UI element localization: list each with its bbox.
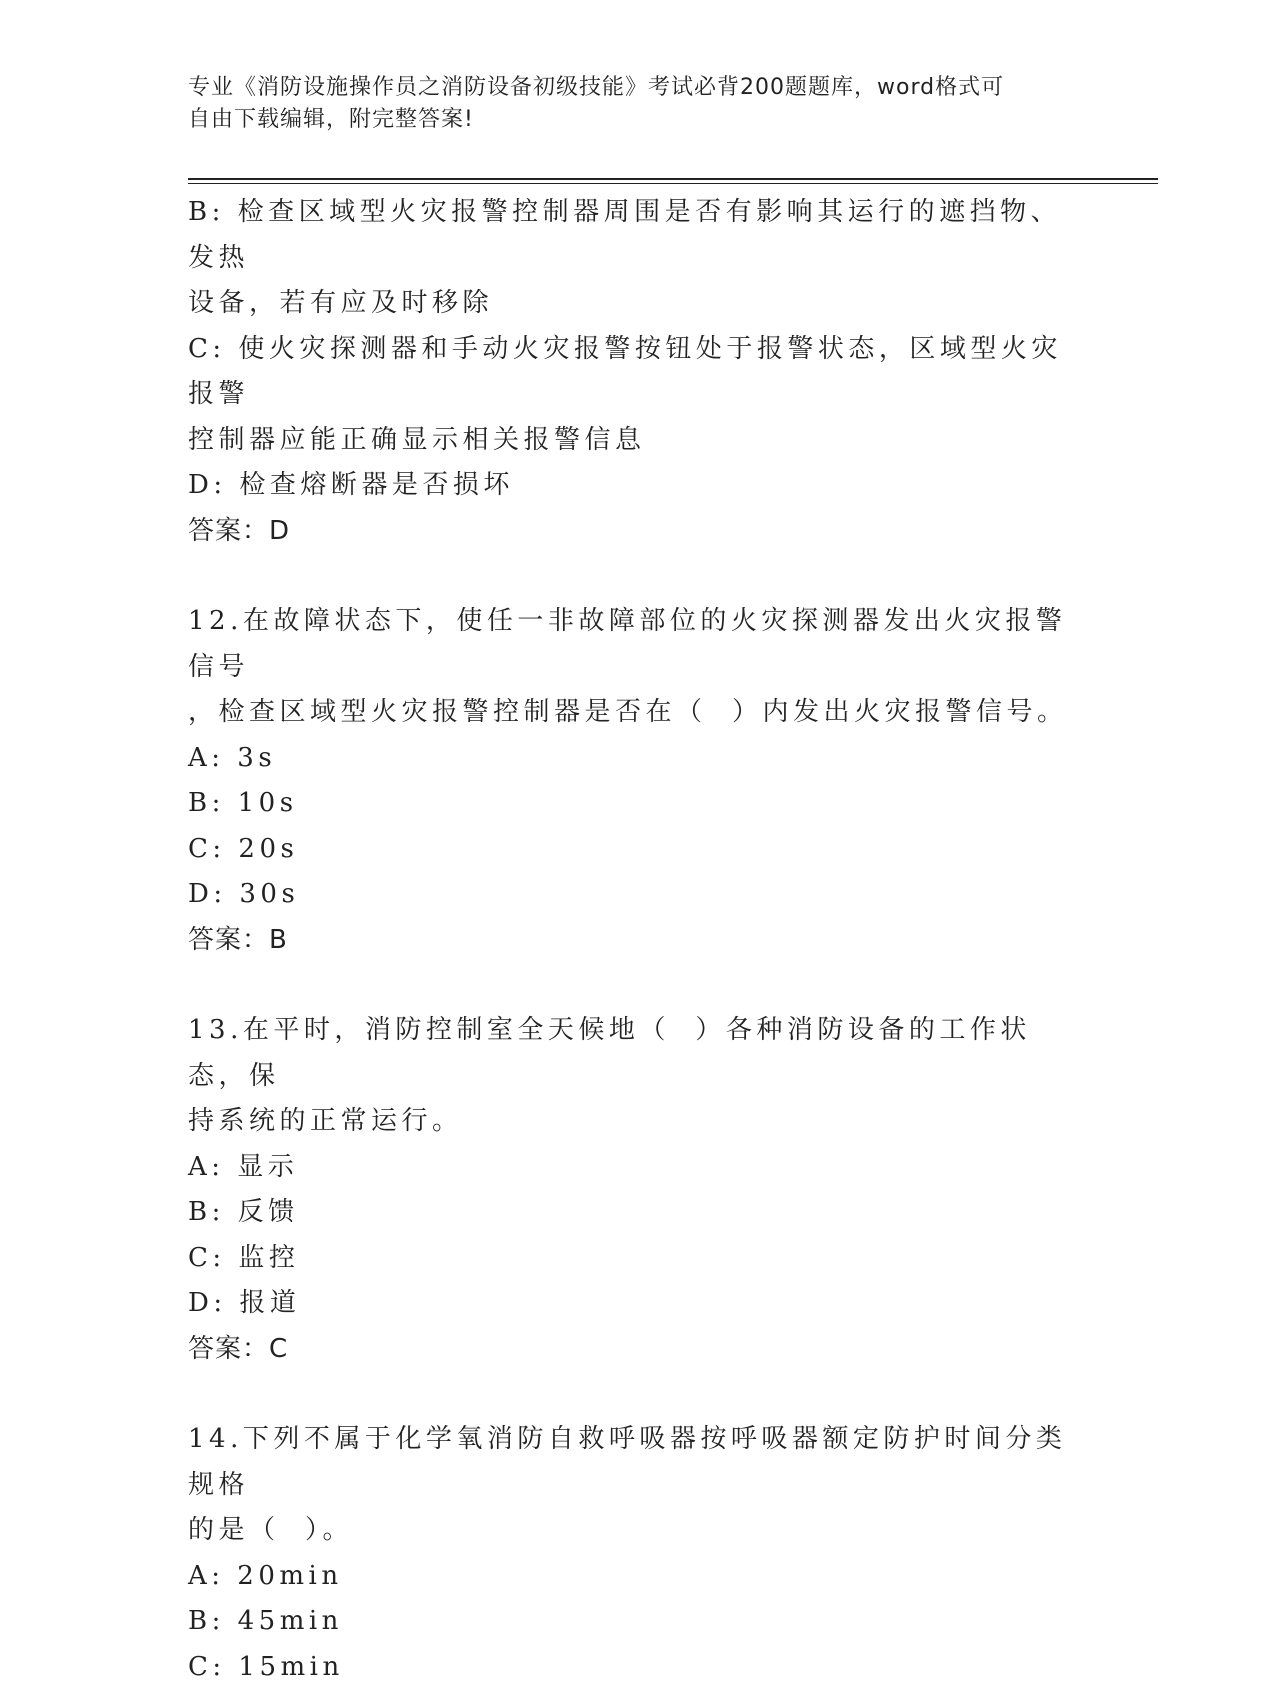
- option-b: B: 反馈: [188, 1190, 1078, 1236]
- option-c: C: 20s: [188, 827, 1078, 873]
- question-stem-continued: 的是（ ）。: [188, 1508, 1078, 1554]
- option-b: B: 45min: [188, 1599, 1078, 1645]
- question-14: [188, 1417, 1078, 1690]
- option-c: C: 监控: [188, 1236, 1078, 1282]
- question-stem: 13.在平时，消防控制室全天候地（ ）各种消防设备的工作状态，保: [188, 1008, 1078, 1099]
- header-divider: [188, 178, 1158, 184]
- document-header: [188, 72, 1088, 136]
- question-stem-continued: ，检查区域型火灾报警控制器是否在（ ）内发出火灾报警信号。: [188, 690, 1078, 736]
- option-b: B: 检查区域型火灾报警控制器周围是否有影响其运行的遮挡物、发热: [188, 190, 1078, 281]
- option-b-continued: 设备，若有应及时移除: [188, 281, 1078, 327]
- option-d: D: 30s: [188, 872, 1078, 918]
- question-12: [188, 599, 1078, 963]
- option-a: A: 3s: [188, 736, 1078, 782]
- question-stem: 12.在故障状态下，使任一非故障部位的火灾探测器发出火灾报警信号: [188, 599, 1078, 690]
- option-a: A: 20min: [188, 1554, 1078, 1600]
- answer-label: 答案：C: [188, 1327, 1078, 1373]
- option-c: C: 15min: [188, 1645, 1078, 1690]
- header-title-line-2: 自由下载编辑，附完整答案!: [188, 104, 1088, 136]
- answer-label: 答案：D: [188, 509, 1078, 555]
- question-stem: 14.下列不属于化学氧消防自救呼吸器按呼吸器额定防护时间分类规格: [188, 1417, 1078, 1508]
- question-13: [188, 1008, 1078, 1372]
- previous-question-tail: [188, 190, 1078, 554]
- option-d: D: 报道: [188, 1281, 1078, 1327]
- document-body: [188, 190, 1078, 1690]
- option-b: B: 10s: [188, 781, 1078, 827]
- option-c-continued: 控制器应能正确显示相关报警信息: [188, 418, 1078, 464]
- option-c: C: 使火灾探测器和手动火灾报警按钮处于报警状态，区域型火灾报警: [188, 327, 1078, 418]
- option-d: D: 检查熔断器是否损坏: [188, 463, 1078, 509]
- answer-label: 答案：B: [188, 918, 1078, 964]
- option-a: A: 显示: [188, 1145, 1078, 1191]
- question-stem-continued: 持系统的正常运行。: [188, 1099, 1078, 1145]
- header-title-line-1: 专业《消防设施操作员之消防设备初级技能》考试必背200题题库，word格式可: [188, 72, 1088, 104]
